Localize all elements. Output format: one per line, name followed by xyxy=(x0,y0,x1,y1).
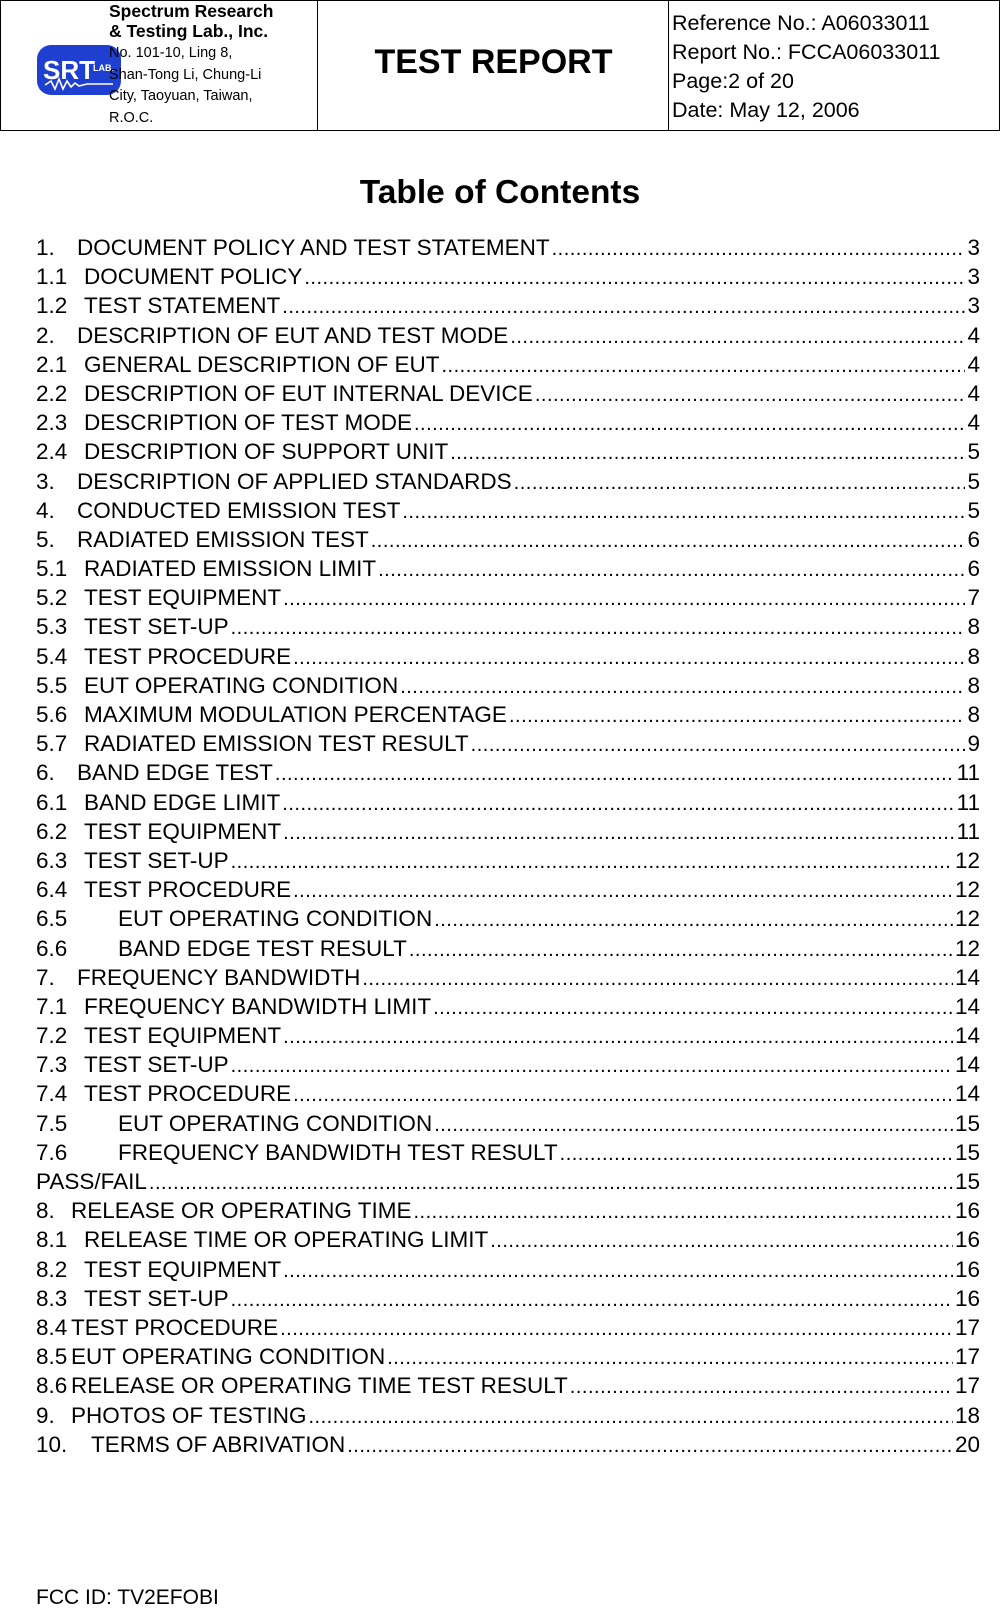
toc-entry-number: 8.6 xyxy=(36,1373,68,1399)
toc-leader-dots xyxy=(275,760,955,789)
toc-entry-title: TEST SET-UP xyxy=(84,614,229,640)
toc-leader-dots xyxy=(387,1344,953,1373)
toc-leader-dots xyxy=(433,994,953,1023)
toc-entry-page: 8 xyxy=(967,702,980,727)
toc-entry-title: RELEASE OR OPERATING TIME xyxy=(71,1198,412,1224)
toc-entry-page: 17 xyxy=(954,1344,980,1370)
toc-entry-number: 7.3 xyxy=(36,1052,68,1078)
toc-entry-number: 6.6 xyxy=(36,935,68,961)
toc-entry-title: FREQUENCY BANDWIDTH LIMIT xyxy=(84,993,432,1019)
toc-entry-title: TEST PROCEDURE xyxy=(71,1314,279,1340)
toc-entry[interactable] xyxy=(36,642,980,671)
toc-entry-page: 14 xyxy=(954,964,980,990)
lab-address xyxy=(109,43,309,129)
toc-entry-title: FREQUENCY BANDWIDTH xyxy=(77,964,361,990)
toc-entry[interactable] xyxy=(36,758,980,787)
toc-leader-dots xyxy=(231,1286,953,1315)
toc-entry-title: TEST SET-UP xyxy=(84,847,229,873)
toc-entry-page: 14 xyxy=(954,993,980,1019)
toc-entry[interactable] xyxy=(36,875,980,904)
address-line: No. 101-10, Ling 8, xyxy=(109,45,233,61)
toc-entry-page: 16 xyxy=(954,1256,980,1282)
toc-leader-dots xyxy=(282,293,965,322)
toc-entry-number: 10. xyxy=(36,1431,68,1457)
lab-name-line2: & Testing Lab., Inc. xyxy=(109,21,269,41)
toc-entry-number: 8.5 xyxy=(36,1344,68,1370)
toc-leader-dots xyxy=(282,790,954,819)
report-number: Report No.: FCCA06033011 xyxy=(672,40,941,64)
toc-entry-page: 11 xyxy=(956,760,980,786)
toc-entry-number: 2.1 xyxy=(36,351,68,377)
toc-entry-title: FREQUENCY BANDWIDTH TEST RESULT xyxy=(118,1139,558,1165)
toc-entry-page: 6 xyxy=(967,526,980,552)
toc-entry-title: TEST EQUIPMENT xyxy=(84,585,282,611)
toc-entry-title: PASS/FAIL xyxy=(36,1169,147,1194)
toc-entry[interactable] xyxy=(36,437,980,466)
toc-entry[interactable] xyxy=(36,525,980,554)
toc-entry-page: 5 xyxy=(967,497,980,523)
toc-entry-number: 2.2 xyxy=(36,380,68,406)
reference-number: Reference No.: A06033011 xyxy=(672,11,930,35)
toc-entry-number: 5.3 xyxy=(36,614,68,640)
toc-leader-dots xyxy=(409,936,953,965)
toc-entry-number: 4. xyxy=(36,497,55,523)
toc-entry-title: GENERAL DESCRIPTION OF EUT xyxy=(84,351,440,377)
toc-entry-number: 8. xyxy=(36,1198,55,1224)
toc-entry[interactable] xyxy=(36,1401,980,1430)
toc-entry-number: 8.4 xyxy=(36,1314,68,1340)
toc-entry-title: RELEASE OR OPERATING TIME TEST RESULT xyxy=(71,1373,568,1399)
toc-entry-number: 2. xyxy=(36,322,55,348)
toc-entry[interactable] xyxy=(36,1079,980,1108)
toc-leader-dots xyxy=(434,906,953,935)
toc-entry[interactable] xyxy=(36,1313,980,1342)
fcc-id-footer: FCC ID: TV2EFOBI xyxy=(36,1586,219,1609)
toc-entry[interactable] xyxy=(36,700,980,729)
logo-text: SRT xyxy=(43,55,95,85)
toc-entry-title: TEST PROCEDURE xyxy=(84,1081,292,1107)
toc-entry-number: 6. xyxy=(36,760,55,786)
toc-entry-page: 14 xyxy=(954,1081,980,1107)
report-meta-cell xyxy=(669,1,999,130)
toc-entry[interactable] xyxy=(36,671,980,700)
toc-leader-dots xyxy=(535,381,966,410)
toc-entry[interactable] xyxy=(36,992,980,1021)
toc-leader-dots xyxy=(280,1315,953,1344)
toc-entry-page: 12 xyxy=(954,935,980,961)
toc-leader-dots xyxy=(509,702,966,731)
report-title: TEST REPORT xyxy=(374,43,613,81)
toc-entry-page: 3 xyxy=(967,264,980,290)
toc-leader-dots xyxy=(231,848,953,877)
toc-entry-title: RADIATED EMISSION TEST xyxy=(77,526,369,552)
toc-entry-title: MAXIMUM MODULATION PERCENTAGE xyxy=(84,702,507,727)
toc-entry-number: 6.3 xyxy=(36,847,68,873)
toc-entry-page: 6 xyxy=(967,556,980,582)
toc-entry-number: 5.2 xyxy=(36,585,68,611)
toc-entry-page: 3 xyxy=(967,235,980,260)
toc-entry[interactable] xyxy=(36,817,980,846)
toc-entry-title: DOCUMENT POLICY AND TEST STATEMENT xyxy=(77,235,550,260)
toc-entry-page: 8 xyxy=(967,614,980,640)
toc-leader-dots xyxy=(308,1403,953,1432)
lab-info-cell xyxy=(1,1,318,130)
toc-entry-title: TEST EQUIPMENT xyxy=(84,818,282,844)
toc-entry-title: DESCRIPTION OF APPLIED STANDARDS xyxy=(77,468,512,494)
toc-leader-dots xyxy=(293,877,953,906)
toc-leader-dots xyxy=(293,1081,953,1110)
toc-leader-dots xyxy=(514,469,966,498)
toc-entry-number: 3. xyxy=(36,468,55,494)
toc-leader-dots xyxy=(304,264,965,293)
toc-entry[interactable] xyxy=(36,233,980,262)
toc-entry[interactable] xyxy=(36,1225,980,1254)
toc-leader-dots xyxy=(149,1169,953,1198)
toc-leader-dots xyxy=(231,1052,953,1081)
toc-entry-title: EUT OPERATING CONDITION xyxy=(118,906,433,932)
toc-entry-page: 7 xyxy=(967,585,980,611)
toc-entry-page: 14 xyxy=(954,1023,980,1049)
toc-entry-number: 7.5 xyxy=(36,1110,68,1136)
toc-entry[interactable] xyxy=(36,1430,980,1459)
toc-leader-dots xyxy=(560,1140,953,1169)
toc-entry[interactable] xyxy=(36,583,980,612)
toc-entry[interactable] xyxy=(36,291,980,320)
toc-entry-title: RADIATED EMISSION TEST RESULT xyxy=(84,731,469,757)
toc-entry[interactable] xyxy=(36,1138,980,1167)
toc-entry[interactable] xyxy=(36,1196,980,1225)
toc-entry-page: 16 xyxy=(954,1285,980,1311)
toc-entry[interactable] xyxy=(36,408,980,437)
toc-entry-page: 9 xyxy=(967,731,980,757)
toc-leader-dots xyxy=(441,352,965,381)
toc-entry[interactable] xyxy=(36,496,980,525)
toc-entry[interactable] xyxy=(36,1342,980,1371)
toc-entry-number: 5. xyxy=(36,526,55,552)
toc-entry-page: 8 xyxy=(967,672,980,698)
toc-entry-title: TEST SET-UP xyxy=(84,1052,229,1078)
address-line: R.O.C. xyxy=(109,109,154,126)
logo-subtext: LAB. xyxy=(93,63,114,73)
toc-entry-number: 1.2 xyxy=(36,293,68,319)
toc-entry-page: 15 xyxy=(954,1110,980,1136)
toc-entry-title: TERMS OF ABRIVATION xyxy=(91,1431,346,1457)
toc-entry-page: 5 xyxy=(967,468,980,494)
toc-entry[interactable] xyxy=(36,1371,980,1400)
toc-entry[interactable] xyxy=(36,612,980,641)
toc-leader-dots xyxy=(378,556,965,585)
toc-entry-title: TEST PROCEDURE xyxy=(84,643,292,669)
toc-leader-dots xyxy=(570,1373,953,1402)
table-of-contents xyxy=(36,233,980,1459)
toc-entry-title: BAND EDGE TEST RESULT xyxy=(118,935,407,961)
address-line: City, Taoyuan, Taiwan, xyxy=(109,88,253,104)
report-title-cell xyxy=(318,1,669,130)
toc-entry[interactable] xyxy=(36,1284,980,1313)
toc-entry-number: 5.6 xyxy=(36,702,68,727)
toc-entry[interactable] xyxy=(36,1021,980,1050)
toc-entry-title: TEST EQUIPMENT xyxy=(84,1256,282,1282)
toc-entry-title: EUT OPERATING CONDITION xyxy=(71,1344,386,1370)
toc-entry-page: 4 xyxy=(967,351,980,377)
page-indicator: Page:2 of 20 xyxy=(672,69,794,93)
toc-entry-number: 7.1 xyxy=(36,993,68,1019)
toc-entry[interactable] xyxy=(36,846,980,875)
toc-entry[interactable] xyxy=(36,1255,980,1284)
toc-leader-dots xyxy=(283,1023,953,1052)
toc-leader-dots xyxy=(283,819,955,848)
toc-entry-page: 11 xyxy=(956,818,980,844)
toc-entry-title: DESCRIPTION OF EUT INTERNAL DEVICE xyxy=(84,380,533,406)
toc-entry-title: RADIATED EMISSION LIMIT xyxy=(84,556,377,582)
toc-entry[interactable] xyxy=(36,963,980,992)
toc-entry-number: 6.4 xyxy=(36,877,68,903)
toc-leader-dots xyxy=(414,1198,953,1227)
report-date: Date: May 12, 2006 xyxy=(672,98,860,122)
toc-entry-number: 6.2 xyxy=(36,818,68,844)
toc-entry-title: DOCUMENT POLICY xyxy=(84,264,303,290)
toc-entry-number: 6.5 xyxy=(36,906,68,932)
toc-entry-title: PHOTOS OF TESTING xyxy=(71,1402,307,1428)
toc-entry[interactable] xyxy=(36,1109,980,1138)
toc-entry-page: 4 xyxy=(967,322,980,348)
toc-entry-title: DESCRIPTION OF TEST MODE xyxy=(84,410,412,436)
lab-name-line1: Spectrum Research xyxy=(109,1,274,21)
lab-name xyxy=(109,1,318,41)
toc-entry-page: 18 xyxy=(954,1402,980,1428)
toc-entry-title: TEST STATEMENT xyxy=(84,293,281,319)
toc-leader-dots xyxy=(371,527,966,556)
toc-entry[interactable] xyxy=(36,262,980,291)
toc-leader-dots xyxy=(400,673,965,702)
toc-entry[interactable] xyxy=(36,934,980,963)
toc-entry-page: 12 xyxy=(954,847,980,873)
report-header xyxy=(0,0,1000,131)
toc-leader-dots xyxy=(471,731,966,760)
toc-entry[interactable] xyxy=(36,379,980,408)
toc-entry-page: 12 xyxy=(954,877,980,903)
toc-entry-title: TEST EQUIPMENT xyxy=(84,1023,282,1049)
toc-leader-dots xyxy=(283,585,965,614)
toc-entry-title: BAND EDGE TEST xyxy=(77,760,273,786)
toc-entry-page: 4 xyxy=(967,380,980,406)
toc-entry-number: 8.1 xyxy=(36,1227,68,1253)
toc-title: Table of Contents xyxy=(359,174,641,211)
toc-entry[interactable] xyxy=(36,1050,980,1079)
toc-entry[interactable] xyxy=(36,729,980,758)
toc-entry-number: 2.4 xyxy=(36,439,68,465)
toc-entry-page: 5 xyxy=(967,439,980,465)
toc-entry-number: 5.5 xyxy=(36,672,68,698)
toc-entry-page: 17 xyxy=(954,1373,980,1399)
toc-entry-number: 7.6 xyxy=(36,1139,68,1165)
toc-entry-title: TEST SET-UP xyxy=(84,1285,229,1311)
toc-entry-page: 16 xyxy=(954,1198,980,1224)
toc-leader-dots xyxy=(450,439,965,468)
toc-entry-number: 5.1 xyxy=(36,556,68,582)
toc-leader-dots xyxy=(552,235,966,264)
toc-entry-number: 2.3 xyxy=(36,410,68,436)
toc-leader-dots xyxy=(414,410,966,439)
toc-entry-title: EUT OPERATING CONDITION xyxy=(118,1110,433,1136)
toc-entry-title: TEST PROCEDURE xyxy=(84,877,292,903)
toc-leader-dots xyxy=(362,965,953,994)
toc-entry[interactable] xyxy=(36,467,980,496)
toc-leader-dots xyxy=(490,1227,953,1256)
toc-leader-dots xyxy=(347,1432,953,1461)
toc-entry[interactable] xyxy=(36,1167,980,1196)
toc-entry-number: 8.3 xyxy=(36,1285,68,1311)
toc-entry[interactable] xyxy=(36,554,980,583)
toc-entry-page: 16 xyxy=(954,1227,980,1253)
toc-entry-number: 1. xyxy=(36,235,55,260)
toc-entry-number: 7.4 xyxy=(36,1081,68,1107)
toc-entry-number: 5.7 xyxy=(36,731,68,757)
toc-leader-dots xyxy=(510,323,965,352)
toc-entry-number: 6.1 xyxy=(36,789,68,815)
toc-leader-dots xyxy=(283,1257,953,1286)
toc-entry-page: 12 xyxy=(954,906,980,932)
toc-entry-number: 1.1 xyxy=(36,264,68,290)
toc-leader-dots xyxy=(402,498,965,527)
toc-entry-title: DESCRIPTION OF EUT AND TEST MODE xyxy=(77,322,509,348)
toc-entry-title: CONDUCTED EMISSION TEST xyxy=(77,497,401,523)
toc-entry-page: 4 xyxy=(967,410,980,436)
toc-entry-page: 15 xyxy=(954,1139,980,1165)
toc-entry[interactable] xyxy=(36,321,980,350)
toc-entry-number: 9. xyxy=(36,1402,55,1428)
toc-entry-number: 5.4 xyxy=(36,643,68,669)
toc-entry[interactable] xyxy=(36,904,980,933)
toc-entry-page: 11 xyxy=(956,789,980,815)
toc-entry-number: 8.2 xyxy=(36,1256,68,1282)
toc-entry-page: 20 xyxy=(954,1431,980,1457)
toc-entry-title: RELEASE TIME OR OPERATING LIMIT xyxy=(84,1227,489,1253)
toc-leader-dots xyxy=(434,1111,953,1140)
toc-entry-page: 17 xyxy=(954,1314,980,1340)
toc-entry[interactable] xyxy=(36,788,980,817)
toc-leader-dots xyxy=(293,644,965,673)
toc-entry-title: EUT OPERATING CONDITION xyxy=(84,672,399,698)
toc-entry-number: 7.2 xyxy=(36,1023,68,1049)
toc-entry-page: 15 xyxy=(954,1169,980,1194)
toc-entry-page: 3 xyxy=(967,293,980,319)
toc-entry-page: 8 xyxy=(967,643,980,669)
toc-entry[interactable] xyxy=(36,350,980,379)
toc-entry-title: DESCRIPTION OF SUPPORT UNIT xyxy=(84,439,449,465)
toc-entry-title: BAND EDGE LIMIT xyxy=(84,789,281,815)
toc-entry-number: 7. xyxy=(36,964,55,990)
address-line: Shan-Tong Li, Chung-Li xyxy=(109,66,262,83)
toc-entry-page: 14 xyxy=(954,1052,980,1078)
toc-leader-dots xyxy=(231,614,966,643)
